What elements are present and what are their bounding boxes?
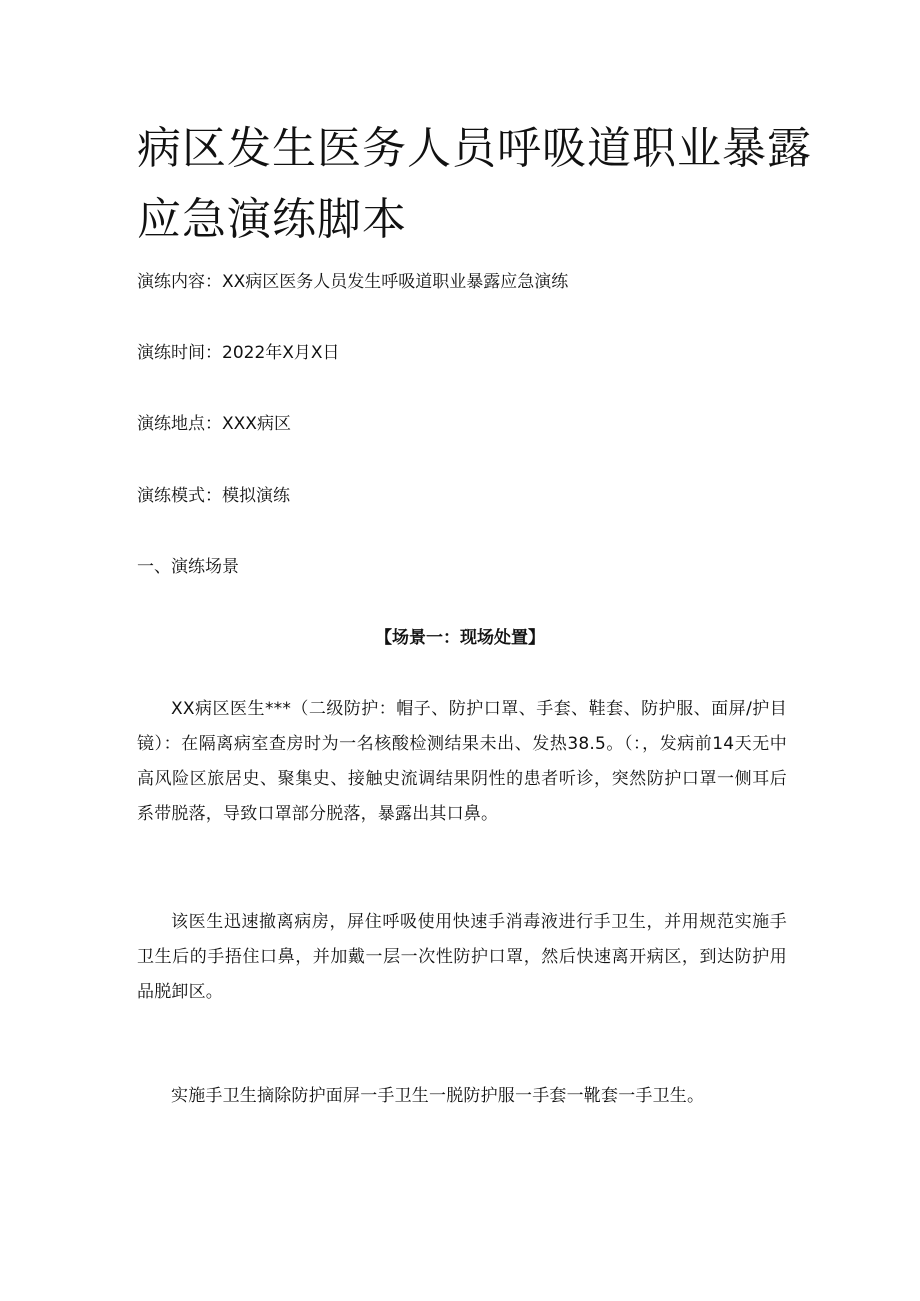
drill-content: 演练内容：XX病区医务人员发生呼吸道职业暴露应急演练: [137, 272, 569, 292]
drill-time: 演练时间：2022年X月X日: [137, 343, 340, 363]
section-heading: 一、演练场景: [137, 557, 239, 577]
drill-mode: 演练模式：模拟演练: [137, 486, 290, 506]
document-title-line-2: 应急演练脚本: [137, 194, 407, 245]
paragraph: 实施手卫生摘除防护面屏一手卫生一脱防护服一手套一靴套一手卫生。: [171, 1086, 705, 1106]
document-title-line-1: 病区发生医务人员呼吸道职业暴露: [137, 123, 812, 174]
paragraph: XX病区医生***（二级防护：帽子、防护口罩、手套、鞋套、防护服、面屏/护目镜）：在隔离病室查房时为一名核酸检测结果未出、发热38.5。（：，发病前14天无中高风险区旅居史、聚集史、接触史流调结果阴性的患者听诊，突然防护口罩一侧耳后系带脱落，导致口罩部分脱落，暴露出其口鼻。: [137, 699, 787, 824]
drill-location: 演练地点：XXX病区: [137, 414, 291, 434]
paragraph: 该医生迅速撤离病房，屏住呼吸使用快速手消毒液进行手卫生，并用规范实施手卫生后的手捂住口鼻，并加戴一层一次性防护口罩，然后快速离开病区，到达防护用品脱卸区。: [137, 912, 787, 1002]
scene-heading: 【场景一：现场处置】: [375, 628, 545, 648]
